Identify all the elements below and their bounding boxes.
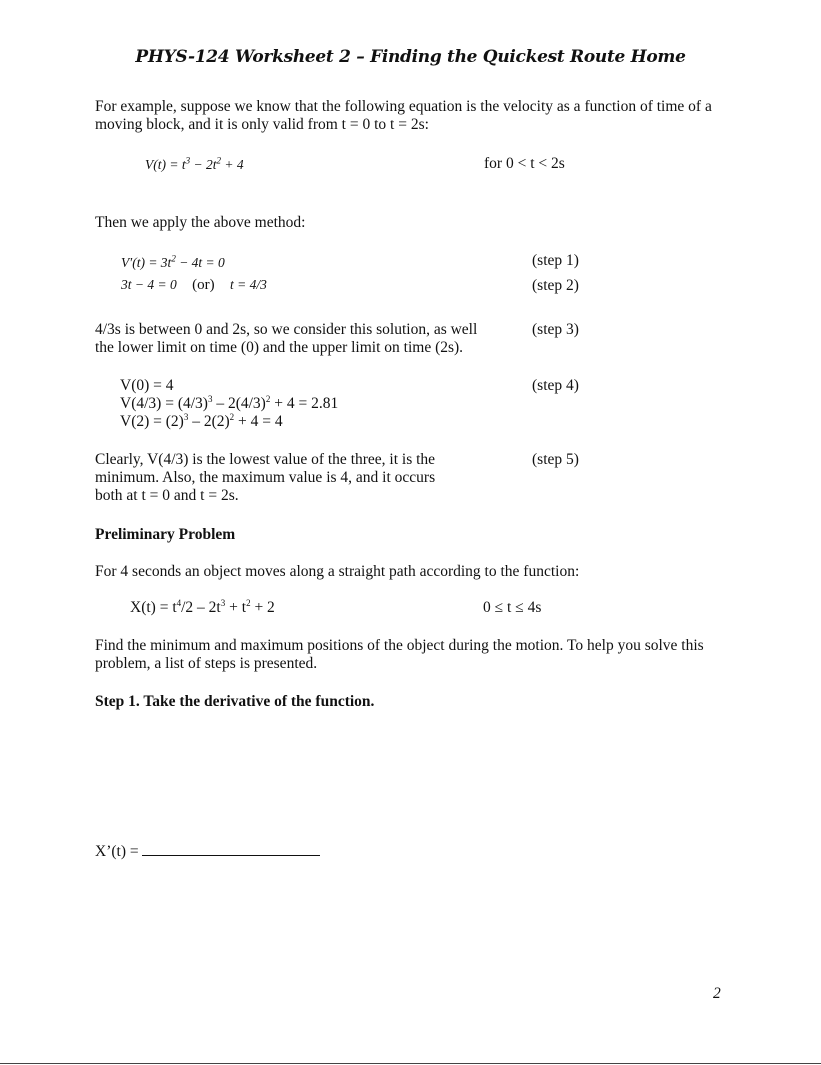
apply-text: Then we apply the above method: (95, 214, 306, 231)
step2-equation: 3t − 4 = 0 (or) t = 4/3 (121, 277, 267, 293)
step1-heading: Step 1. Take the derivative of the function. (95, 693, 375, 710)
find-text: Find the minimum and maximum positions of the object during the motion. To help you solve this problem, a list of steps is presented. (95, 637, 704, 672)
step1-equation: $V'(t) = 3t^2 - 4t = 0$ (121, 253, 225, 270)
page-number: 2 (713, 985, 721, 1002)
step1-label: (step 1) (532, 252, 579, 269)
step2-label: (step 2) (532, 277, 579, 294)
step5-text: Clearly, V(4/3) is the lowest value of the three, it is the minimum. Also, the maximum value is 4, and it occurs both at t = 0 and t = 2s. (95, 451, 436, 504)
velocity-domain: for 0 < t < 2s (484, 155, 565, 172)
answer-line: X’(t) = (95, 843, 320, 861)
position-domain: 0 ≤ t ≤ 4s (483, 599, 542, 616)
step3-text: 4/3s is between 0 and 2s, so we consider this solution, as well the lower limit on time (0) and the upper limit on time (2s). (95, 321, 478, 356)
velocity-equation: $V(t) = t^3 - 2t^2 + 4$ (145, 155, 244, 172)
prelim-intro: For 4 seconds an object moves along a straight path according to the function: (95, 563, 580, 580)
position-equation: $X(t) = t^4/2 - 2t^3 + t^2 + 2$ (130, 597, 275, 616)
step4-label: (step 4) (532, 377, 579, 394)
step4-line3: $V(2) = (2)^3 - 2(2)^2 + 4 = 4$ (120, 411, 283, 430)
intro-paragraph: For example, suppose we know that the following equation is the velocity as a function of time of a moving block, and it is only valid from t = 0 to t = 2s: (95, 98, 712, 133)
step5-label: (step 5) (532, 451, 579, 468)
prelim-heading: Preliminary Problem (95, 526, 236, 543)
step3-label: (step 3) (532, 321, 579, 338)
page-bottom-rule (0, 1063, 821, 1064)
page-title: PHYS-124 Worksheet 2 – Finding the Quickest Route Home (135, 47, 686, 67)
step4-line1: V(0) = 4 (120, 377, 174, 394)
answer-blank[interactable] (142, 843, 320, 856)
step4-line2: $V(4/3) = (4/3)^3 - 2(4/3)^2 + 4 = 2.81$ (120, 393, 339, 412)
